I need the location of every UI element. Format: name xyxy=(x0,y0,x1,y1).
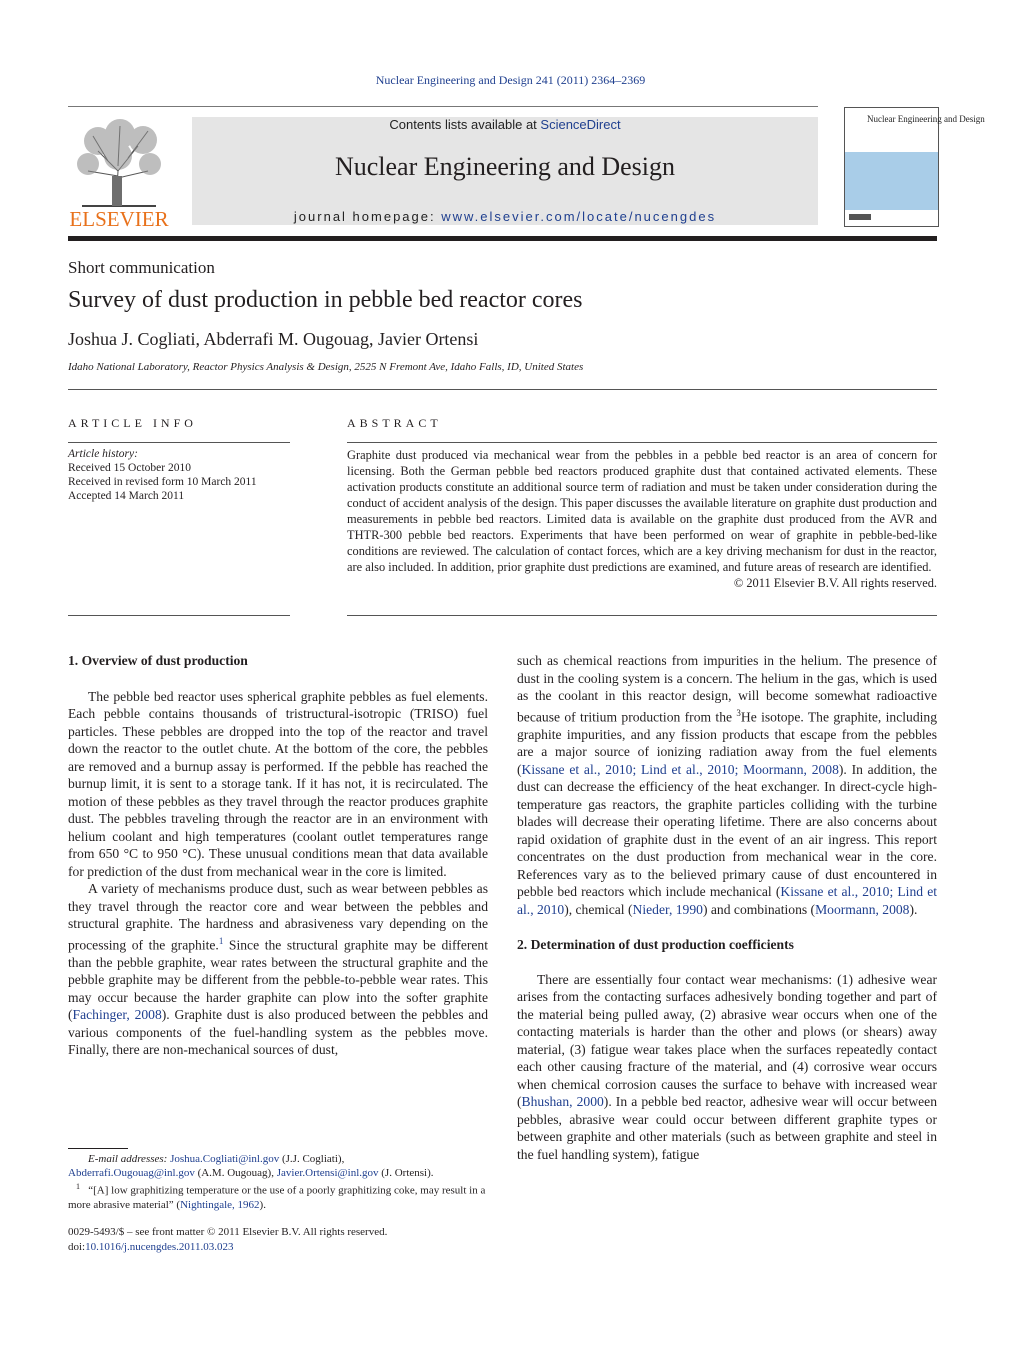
publisher-wordmark: ELSEVIER xyxy=(69,207,169,231)
sciencedirect-link[interactable]: ScienceDirect xyxy=(540,117,621,132)
footnote-1 xyxy=(68,1180,488,1212)
affiliation: Idaho National Laboratory, Reactor Physics Analysis & Design, 2525 N Fremont Ave, Idaho Falls, ID, United States xyxy=(68,361,584,373)
ref-fachinger-2008[interactable]: Fachinger, 2008 xyxy=(72,1007,162,1023)
author-list: Joshua J. Cogliati, Abderrafi M. Ougouag, Javier Ortensi xyxy=(68,329,479,349)
ref-nightingale-1962[interactable]: Nightingale, 1962 xyxy=(180,1198,260,1211)
para-text: ) and combinations ( xyxy=(702,901,816,917)
article-history xyxy=(68,447,290,503)
footnotes xyxy=(68,1152,488,1212)
info-rule-top xyxy=(68,442,290,443)
abstract-rule-bottom xyxy=(347,615,937,616)
section-1-paragraph-2 xyxy=(68,880,488,1059)
abstract-body xyxy=(347,447,937,591)
footnote-1-marker[interactable]: 1 xyxy=(218,935,224,946)
ref-kissane-lind-moormann[interactable]: Kissane et al., 2010; Lind et al., 2010; Moormann, 2008 xyxy=(521,761,839,777)
para-text: A variety of mechanisms produce dust, such as wear between pebbles as they travel through the reactor core and wear between the pebbles and structural graphite. The hardness and abrasiveness vary depending on the processing of the graphite. xyxy=(68,881,488,953)
section-2-paragraph-1 xyxy=(517,971,937,1164)
footnote-rule xyxy=(68,1148,128,1149)
elsevier-logo[interactable] xyxy=(68,116,170,231)
received-date: Received 15 October 2010 xyxy=(68,462,191,474)
email-owner: (J.J. Cogliati), xyxy=(279,1153,345,1165)
homepage-label: journal homepage: xyxy=(293,209,442,224)
article-type: Short communication xyxy=(68,258,215,277)
para-text: ). Graphite dust is also produced between the pebbles and various components of the fuel-handling system as the pebbles move. Finally, there are non-mechanical sources of dust, xyxy=(68,1007,488,1058)
email-owner: (A.M. Ougouag), xyxy=(194,1167,277,1179)
doi-link[interactable]: 10.1016/j.nucengdes.2011.03.023 xyxy=(85,1241,234,1253)
contents-line xyxy=(192,117,818,132)
journal-title: Nuclear Engineering and Design xyxy=(334,152,676,181)
footnote-1-number: 1 xyxy=(76,1182,80,1191)
abstract-rule-top xyxy=(347,442,937,443)
para-text: ). In a pebble bed reactor, adhesive wear will occur between pebbles, abrasive wear could occur between different graphite types or between graphite and other materials (such as between graphite and steel in the fuel handling system), fatigue xyxy=(517,1094,938,1162)
email-cogliati[interactable]: Joshua.Cogliati@inl.gov xyxy=(170,1153,280,1165)
journal-homepage xyxy=(192,209,818,224)
issn-line: 0029-5493/$ – see front matter © 2011 Elsevier B.V. All rights reserved. xyxy=(68,1226,388,1238)
email-label: E-mail addresses: xyxy=(88,1153,171,1165)
footnote-text: ). xyxy=(259,1198,266,1211)
masthead-rule xyxy=(68,236,937,241)
journal-cover-thumbnail[interactable] xyxy=(844,107,985,227)
info-rule-bottom xyxy=(68,615,290,616)
history-label: Article history: xyxy=(68,448,138,460)
section-1-paragraph-1: The pebble bed reactor uses spherical graphite pebbles as fuel elements. Each pebble contains thousands of tristructural-isotropic (TRISO) fuel particles. These pebbles are dropped into the top of the reactor and travel down the reactor to the outlet chute. At the bottom of the core, the pebbles are removed and a burnup assay is performed. If the pebble has reached the burnup limit, it is sent to a storage tank. If it has not, it is recirculated. The motion of these pebbles as they travel through the reactor produces graphite dust. The pebbles traveling through the reactor are in an environment with helium coolant and high temperatures (coolant outlet temperatures range from 650 °C to 950 °C). These unusual conditions mean that data available for prediction of the dust from mechanical wear in the core is limited. xyxy=(68,688,488,879)
abstract-copyright: © 2011 Elsevier B.V. All rights reserved. xyxy=(733,576,937,590)
paper-title: Survey of dust production in pebble bed reactor cores xyxy=(68,287,583,313)
doi-label: doi: xyxy=(68,1241,86,1253)
para-text: such as chemical reactions from impurities in the helium. The presence of dust in the cooling system is a concern. The helium in the gas, which is used as the coolant in this reactor design, will become somewhat radioactive because of tritium production from the xyxy=(517,653,937,725)
ref-moormann-2008[interactable]: Moormann, 2008 xyxy=(815,901,910,917)
para-text: Since the structural graphite may be different than the pebble graphite, wear rates between the structural graphite and the pebble graphite may be different from the pebble-to-pebble wear rates. This may occur because the harder graphite can plow into the softer graphite ( xyxy=(68,937,488,1023)
section-1-heading: 1. Overview of dust production xyxy=(68,653,248,668)
accepted-date: Accepted 14 March 2011 xyxy=(68,490,185,502)
ref-nieder-1990[interactable]: Nieder, 1990 xyxy=(632,901,703,917)
abstract-text: Graphite dust produced via mechanical wear from the pebbles in a pebble bed reactor is an area of concern for licensing. Both the German pebble bed reactors produced graphite dust that contained activated elements. These activation products constitute an additional source term of radiation and must be taken under consideration during the conduct of accident analysis of the design. This paper discusses the available literature on graphite dust production and measurements in pebble bed reactors. Limited data is available on the graphite dust produced from the AVR and THTR-300 pebble bed reactors. Experiments that have been performed on wear of graphite in pebble-bed-like conditions are reviewed. The calculation of contact forces, which are a key driving mechanism for dust in the reactor, are also included. In addition, prior graphite dust predictions are examined, and future areas of research are identified. xyxy=(347,448,937,574)
article-info-heading: ARTICLE INFO xyxy=(68,416,197,430)
para-text: ). xyxy=(909,901,918,917)
email-ougouag[interactable]: Abderrafi.Ougouag@inl.gov xyxy=(68,1167,195,1179)
revised-date: Received in revised form 10 March 2011 xyxy=(68,476,257,488)
ref-bhushan-2000[interactable]: Bhushan, 2000 xyxy=(521,1094,604,1110)
journal-cover-icon xyxy=(845,108,985,226)
contents-prefix: Contents lists available at xyxy=(389,117,541,132)
para-text: ), chemical ( xyxy=(564,901,633,917)
para-text: ). In addition, the dust can decrease the efficiency of the heat exchanger. In direct-cycle high-temperature gas reactors, the graphite particles colliding with the turbine blades will decrease their operating lifetime. There are also concerns about rapid oxidation of graphite dust in the event of an air ingress. This report concentrates on the dust production from mechanical wear in the core. References vary as to the believed primary cause of dust encountered in pebble bed reactors which include mechanical ( xyxy=(517,761,937,900)
journal-citation[interactable]: Nuclear Engineering and Design 241 (2011) 2364–2369 xyxy=(375,73,646,87)
para-text: He isotope. The graphite, including graphite impurities, and any fission products that escape from the pebbles are a major source of ionizing radiation away from the fuel elements ( xyxy=(517,709,937,777)
para-text: There are essentially four contact wear mechanisms: (1) adhesive wear arises from the contacting surfaces adhesively bonding together and part of the material being pulled away, (2) abrasive wear occurs when one of the contacting materials is harder than the other and plows (or shears) away material, (3) fatigue wear takes place when the surfaces repeatedly contact each other causing fracture of the material, and (4) corrosive wear occurs when chemical corrosion causes the surface to behave with increased wear ( xyxy=(517,971,937,1110)
header-rule xyxy=(68,106,818,107)
isotope-superscript: 3 xyxy=(736,707,741,718)
email-footnote xyxy=(68,1152,488,1180)
cover-title: Nuclear Engineering and Design xyxy=(867,114,985,124)
section-2-heading: 2. Determination of dust production coefficients xyxy=(517,937,794,953)
ref-kissane-lind[interactable]: Kissane et al., 2010; Lind et al., 2010 xyxy=(517,884,938,917)
elsevier-tree-icon xyxy=(68,116,170,231)
footnote-text: “[A] low graphitizing temperature or the use of a poorly graphitizing coke, may result in a more abrasive material” ( xyxy=(68,1184,486,1211)
email-owner: (J. Ortensi). xyxy=(378,1167,434,1179)
page-footer xyxy=(68,1225,488,1255)
doi-line xyxy=(68,1240,488,1255)
section-1-paragraph-3 xyxy=(517,652,937,918)
homepage-link[interactable]: www.elsevier.com/locate/nucengdes xyxy=(441,209,717,224)
abstract-heading: ABSTRACT xyxy=(347,416,442,430)
right-column xyxy=(517,652,937,1163)
title-rule xyxy=(68,389,937,390)
left-column xyxy=(68,652,488,1059)
email-ortensi[interactable]: Javier.Ortensi@inl.gov xyxy=(276,1167,379,1179)
